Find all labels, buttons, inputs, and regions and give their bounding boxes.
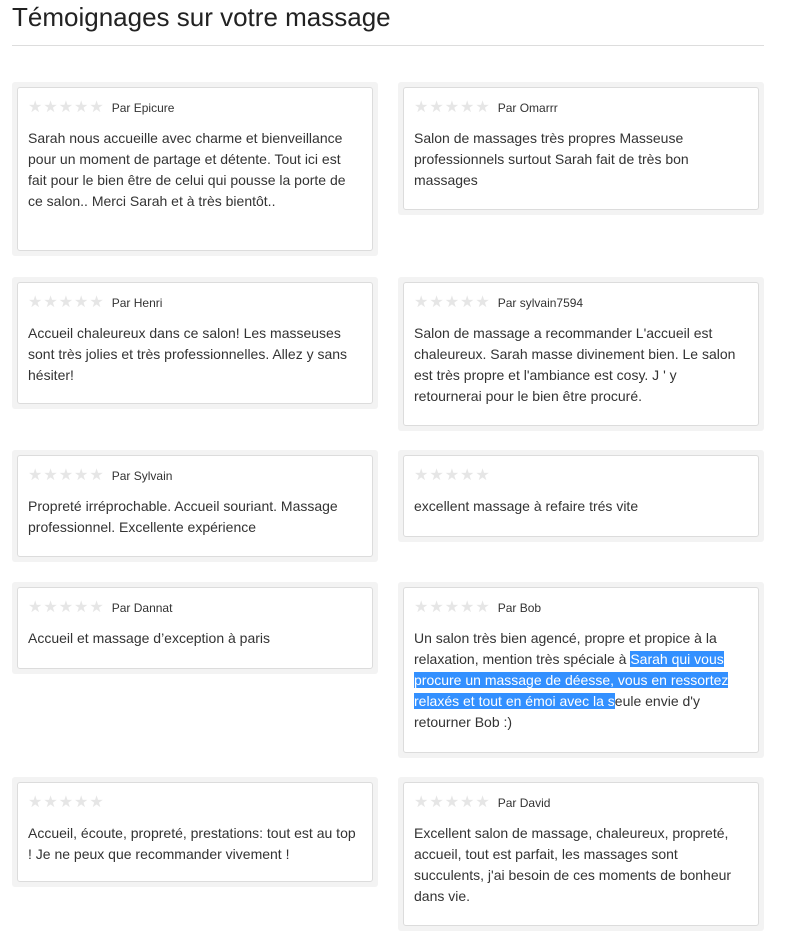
star-empty-icon: ★ [28,794,43,811]
selected-text[interactable]: Sarah qui vous procure un massage de déesse, vous en ressortez relaxés et tout en émoi avec la s [414,651,729,709]
star-empty-icon: ★ [89,794,104,811]
rating-row [28,98,362,118]
review-text: Accueil, écoute, propreté, prestations: tout est au top ! Je ne peux que recommander vivement ! [28,825,356,862]
title-divider [12,45,764,46]
review-card [12,277,378,409]
review-card-inner [403,282,759,426]
star-empty-icon: ★ [74,99,89,116]
star-empty-icon: ★ [429,99,444,116]
star-empty-icon: ★ [28,99,43,116]
rating-row [414,793,748,813]
star-empty-icon: ★ [58,599,74,616]
star-empty-icon: ★ [58,794,74,811]
star-empty-icon: ★ [414,599,429,616]
review-card-inner [17,282,373,404]
star-rating [414,795,491,811]
star-empty-icon: ★ [475,794,490,811]
review-author: Par Epicure [111,101,175,115]
star-rating [414,468,491,484]
review-text [414,628,748,733]
star-empty-icon: ★ [460,794,475,811]
star-empty-icon: ★ [460,599,475,616]
star-empty-icon: ★ [475,467,490,484]
star-empty-icon: ★ [414,294,429,311]
review-card [12,450,378,562]
star-empty-icon: ★ [58,467,74,484]
star-empty-icon: ★ [74,599,89,616]
review-card-inner [17,87,373,251]
star-rating [28,100,105,116]
star-rating [28,600,105,616]
review-text: Excellent salon de massage, chaleureux, propreté, accueil, tout est parfait, les massages sont succulents, j'ai besoin de ces moments de bonheur dans vie. [414,825,732,904]
star-empty-icon: ★ [74,467,89,484]
star-empty-icon: ★ [89,467,104,484]
star-rating [414,295,491,311]
review-text-part: eule envie d'y retourner Bob :) [414,693,700,730]
star-empty-icon: ★ [89,99,104,116]
review-card [12,777,378,887]
review-text: Sarah nous accueille avec charme et bienveillance pour un moment de partage et détente. Tout ici est fait pour le bien être de celui qui pousse la porte de ce salon.. Merci Sarah et à très bientôt.. [28,130,346,209]
review-author: Par sylvain7594 [497,296,584,310]
rating-row [414,293,748,313]
star-empty-icon: ★ [28,294,43,311]
star-empty-icon: ★ [58,294,74,311]
star-empty-icon: ★ [444,99,460,116]
star-rating [414,100,491,116]
rating-row [28,466,362,486]
star-empty-icon: ★ [444,294,460,311]
star-empty-icon: ★ [43,99,58,116]
star-empty-icon: ★ [460,99,475,116]
star-rating [28,795,105,811]
star-empty-icon: ★ [460,467,475,484]
star-empty-icon: ★ [28,599,43,616]
review-card-inner [17,455,373,557]
review-text-part: Un salon très bien agencé, propre et propice à la relaxation, mention très spéciale à [414,630,717,667]
star-empty-icon: ★ [74,294,89,311]
review-card-inner [17,587,373,669]
review-text: Propreté irréprochable. Accueil souriant. Massage professionnel. Excellente expérience [28,498,338,535]
star-rating [414,600,491,616]
star-empty-icon: ★ [429,467,444,484]
review-text: Accueil chaleureux dans ce salon! Les masseuses sont très jolies et très professionnelles. Allez y sans hésiter! [28,325,348,383]
star-empty-icon: ★ [414,794,429,811]
star-empty-icon: ★ [429,294,444,311]
star-empty-icon: ★ [475,99,490,116]
star-empty-icon: ★ [444,794,460,811]
star-empty-icon: ★ [444,467,460,484]
review-card [398,82,764,215]
review-card-inner [403,455,759,537]
star-empty-icon: ★ [43,294,58,311]
review-author: Par Henri [111,296,163,310]
star-empty-icon: ★ [444,599,460,616]
review-text: Accueil et massage d’exception à paris [28,630,271,646]
star-empty-icon: ★ [475,599,490,616]
review-author: Par Sylvain [111,469,173,483]
star-empty-icon: ★ [414,467,429,484]
review-card [398,450,764,542]
review-text: excellent massage à refaire trés vite [414,498,639,514]
star-empty-icon: ★ [89,599,104,616]
review-card-inner [17,782,373,882]
star-empty-icon: ★ [43,599,58,616]
review-card-inner [403,782,759,926]
star-empty-icon: ★ [74,794,89,811]
page-title: Témoignages sur votre massage [12,2,391,32]
review-card [398,582,764,758]
star-empty-icon: ★ [43,794,58,811]
review-author: Par David [497,796,551,810]
star-empty-icon: ★ [414,99,429,116]
rating-row [414,98,748,118]
review-card [398,777,764,931]
review-author: Par Bob [497,601,542,615]
review-card-inner [403,587,759,753]
star-empty-icon: ★ [28,467,43,484]
star-empty-icon: ★ [429,794,444,811]
review-card-inner [403,87,759,210]
star-empty-icon: ★ [43,467,58,484]
review-card [398,277,764,431]
review-author: Par Dannat [111,601,173,615]
review-card [12,582,378,674]
star-rating [28,468,105,484]
rating-row [28,293,362,313]
star-rating [28,295,105,311]
review-author: Par Omarrr [497,101,558,115]
rating-row [28,598,362,618]
star-empty-icon: ★ [460,294,475,311]
rating-row [28,793,362,813]
star-empty-icon: ★ [89,294,104,311]
star-empty-icon: ★ [429,599,444,616]
star-empty-icon: ★ [58,99,74,116]
review-text: Salon de massage a recommander L'accueil est chaleureux. Sarah masse divinement bien. Le salon est très propre et l'ambiance est cosy. J ' y retournerai pour le bien être procuré. [414,325,736,404]
star-empty-icon: ★ [475,294,490,311]
review-card [12,82,378,256]
rating-row [414,466,748,486]
rating-row [414,598,748,618]
review-text: Salon de massages très propres Masseuse professionnels surtout Sarah fait de très bon massages [414,130,689,188]
